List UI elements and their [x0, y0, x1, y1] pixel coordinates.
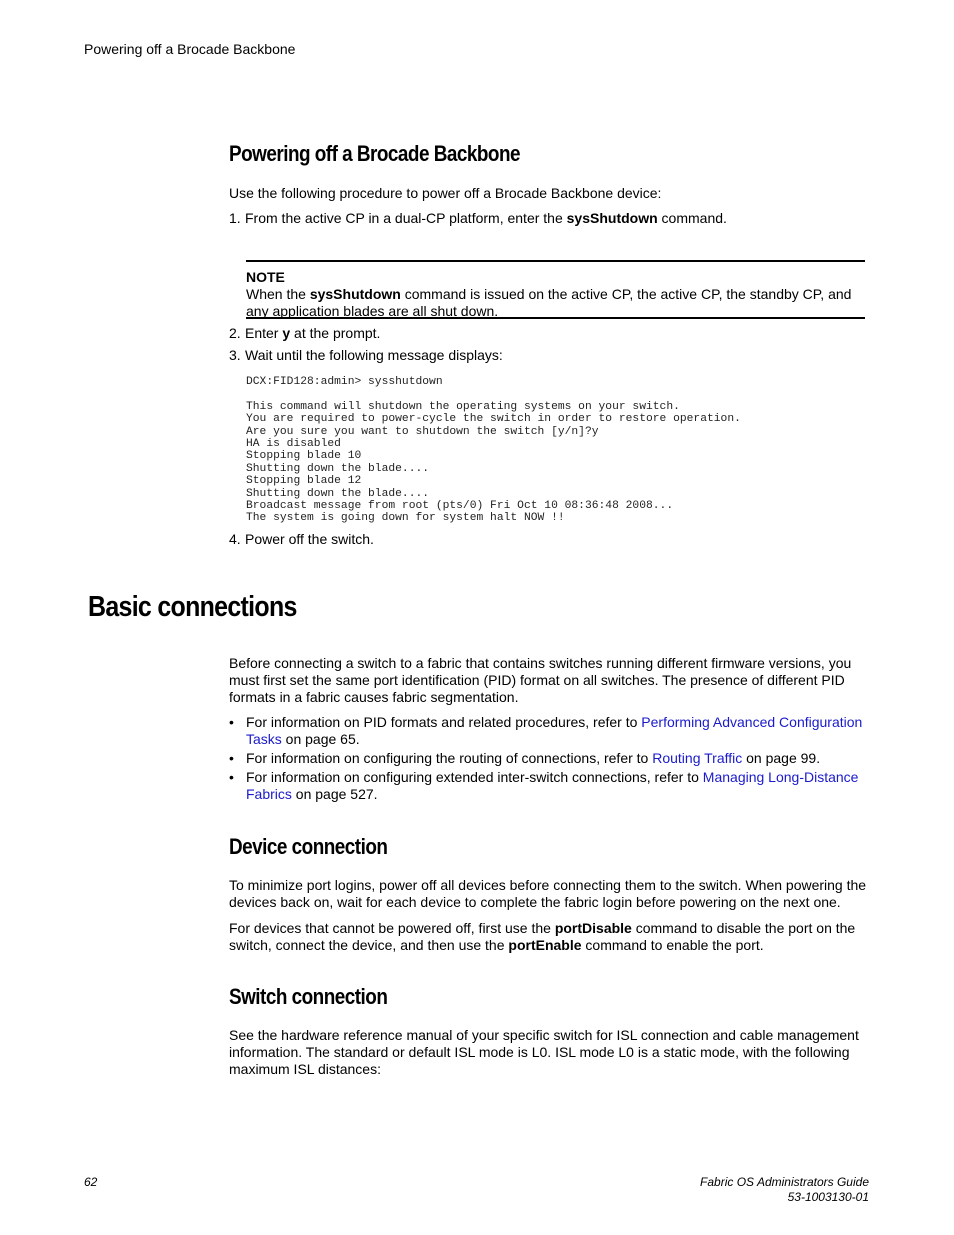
list-item — [229, 769, 869, 803]
bullet-text-post: on page 527. — [291, 786, 378, 802]
code-block-sysshutdown: DCX:FID128:admin> sysshutdown This command will shutdown the operating systems on your switch. You are required to power-cycle the switch in order to restore operation. Are you sure you want to shutdown the switch [y/n]?y HA is disabled Stopping blade 10 Shutting down the blade.... Stopping blade 12 Shutting down the blade.... Broadcast message from root (pts/0) Fri Oct 10 08:36:48 2008... The system is going down for system halt NOW !! — [246, 376, 741, 525]
step-1-text-pre: From the active CP in a dual-CP platform, enter the — [245, 210, 567, 226]
note-text — [246, 286, 865, 320]
device-connection-para-1: To minimize port logins, power off all devices before connecting them to the switch. When powering the devices back on, wait for each device to complete the fabric login before powering on the next one. — [229, 877, 867, 910]
bullet-text-post: on page 65. — [281, 731, 360, 747]
step-3 — [229, 347, 869, 364]
bullet-text-pre: For information on configuring extended inter-switch connections, refer to — [246, 769, 703, 785]
step-4 — [229, 531, 869, 548]
command-portdisable: portDisable — [554, 920, 632, 936]
list-item — [229, 750, 869, 767]
footer-doc-number: 53-1003130-01 — [787, 1190, 869, 1204]
step-1-number: 1. — [229, 210, 241, 226]
step-4-number: 4. — [229, 531, 241, 547]
section-heading-powering-off: Powering off a Brocade Backbone — [229, 141, 521, 166]
para-2-text-c: command to enable the port. — [581, 937, 764, 953]
xref-link-long-distance-fabrics[interactable]: Managing Long-Distance Fabrics — [246, 769, 859, 802]
bullet-icon: • — [229, 714, 234, 730]
bullet-icon: • — [229, 750, 234, 766]
bullet-icon: • — [229, 769, 234, 785]
step-4-text: Power off the switch. — [245, 531, 374, 547]
bullet-text-pre: For information on PID formats and related procedures, refer to — [246, 714, 642, 730]
running-header: Powering off a Brocade Backbone — [84, 41, 296, 57]
command-portenable: portEnable — [508, 937, 582, 953]
step-3-number: 3. — [229, 347, 241, 363]
section-heading-device-connection: Device connection — [229, 834, 388, 859]
note-box — [246, 260, 865, 319]
xref-link-routing-traffic[interactable]: Routing Traffic — [652, 750, 743, 766]
step-2-text-pre: Enter — [245, 325, 283, 341]
bullet-text-pre: For information on configuring the routing of connections, refer to — [246, 750, 653, 766]
bullet-text-post: on page 99. — [742, 750, 821, 766]
page-number: 62 — [84, 1175, 98, 1189]
section-heading-switch-connection: Switch connection — [229, 984, 388, 1009]
step-2-number: 2. — [229, 325, 241, 341]
step-1 — [229, 210, 869, 227]
step-2-text-post: at the prompt. — [290, 325, 381, 341]
note-text-post: command is issued on the active CP, the active CP, the standby CP, and any application blades are all shut down. — [246, 286, 852, 319]
para-2-text-b: command to disable the port on the switch, connect the device, and then use the — [229, 920, 856, 953]
step-1-text-post: command. — [657, 210, 727, 226]
section2-intro: Before connecting a switch to a fabric that contains switches running different firmware versions, you must first set the same port identification (PID) format on all switches. The presence of different PID formats in a fabric causes fabric segmentation. — [229, 655, 852, 705]
switch-connection-para: See the hardware reference manual of your specific switch for ISL connection and cable management information. The standard or default ISL mode is L0. ISL mode L0 is a static mode, with the following maximum ISL distances: — [229, 1027, 859, 1077]
section1-intro: Use the following procedure to power off a Brocade Backbone device: — [229, 185, 662, 201]
device-connection-para-2 — [229, 920, 869, 954]
step-2 — [229, 325, 869, 342]
xref-link-advanced-configuration[interactable]: Performing Advanced Configuration Tasks — [246, 714, 863, 747]
list-item — [229, 714, 869, 748]
para-2-text-a: For devices that cannot be powered off, first use the — [229, 920, 555, 936]
note-label: NOTE — [246, 269, 285, 285]
note-command: sysShutdown — [309, 286, 401, 302]
step-1-command: sysShutdown — [566, 210, 658, 226]
footer-doc-info — [700, 1175, 869, 1205]
step-2-key: y — [282, 325, 291, 341]
bullet-list — [229, 714, 869, 805]
section-heading-basic-connections: Basic connections — [88, 591, 297, 623]
footer-doc-title: Fabric OS Administrators Guide — [700, 1175, 869, 1189]
step-3-text: Wait until the following message displays: — [245, 347, 503, 363]
note-text-pre: When the — [246, 286, 310, 302]
